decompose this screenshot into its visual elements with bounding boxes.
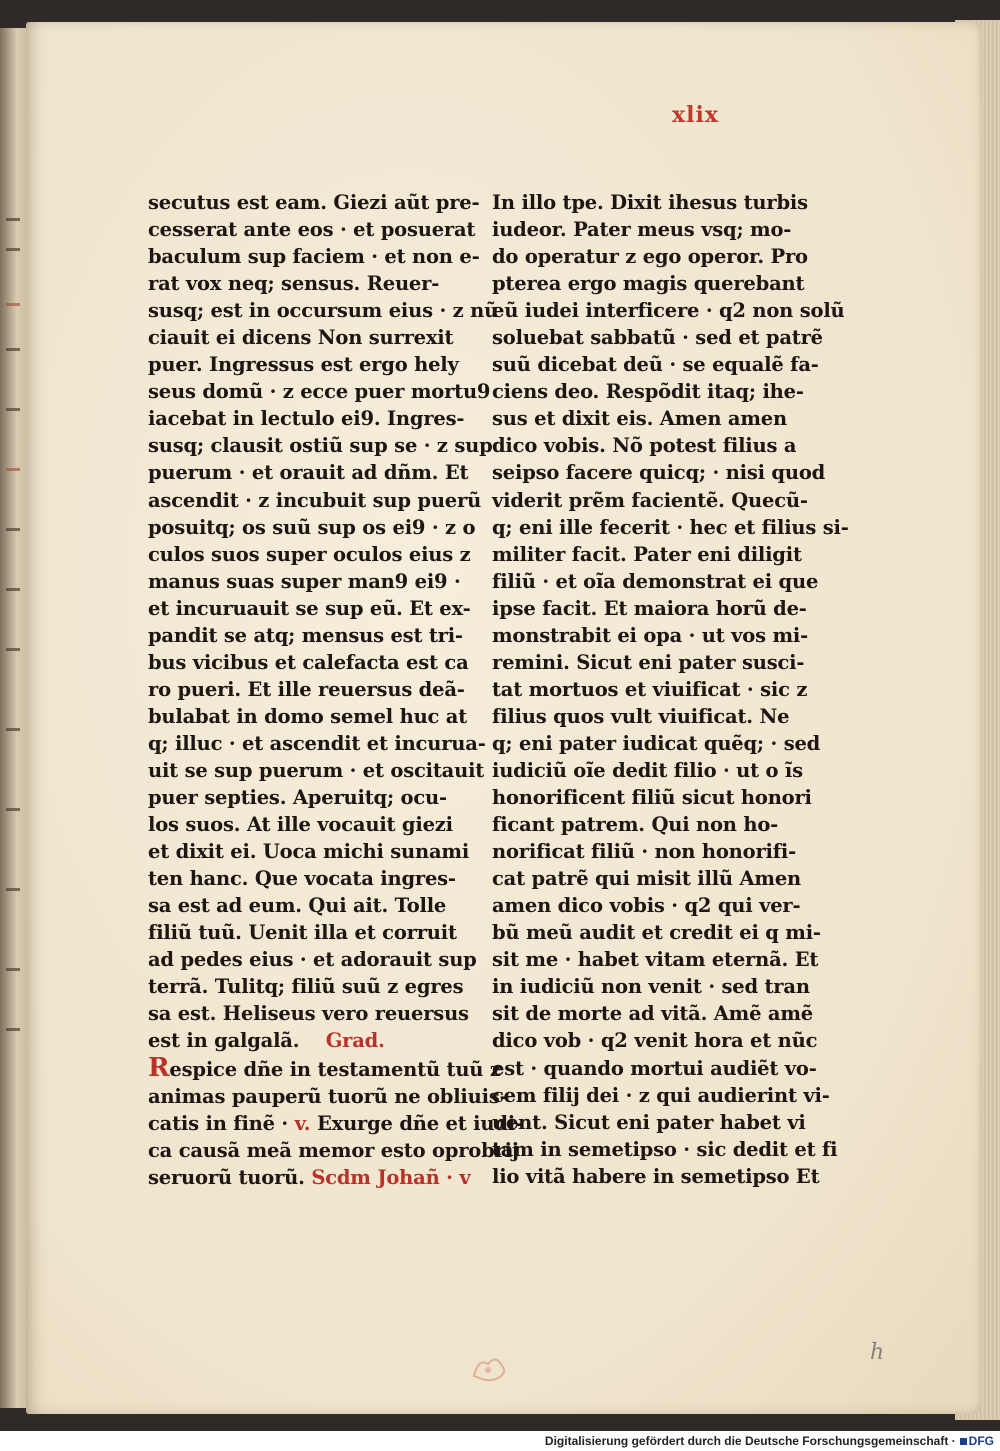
text-line xyxy=(148,1110,523,1137)
text-fragment: espice dñe in testamentũ tuũ z xyxy=(169,1057,501,1081)
text-line: suũ dicebat deũ · se equalẽ fa- xyxy=(492,353,819,377)
text-line: manus suas super man9 ei9 · xyxy=(148,569,461,593)
facing-page-edge xyxy=(0,28,28,1408)
digitization-footer xyxy=(0,1431,1000,1451)
text-fragment: seruorũ tuorũ. xyxy=(148,1165,305,1189)
text-line xyxy=(148,1164,471,1191)
text-line: tat mortuos et viuificat · sic z xyxy=(492,677,808,701)
text-line: bulabat in domo semel huc at xyxy=(148,704,468,728)
text-line: culos suos super oculos eius z xyxy=(148,542,471,566)
text-line: ipse facit. Et maiora horũ de- xyxy=(492,596,807,620)
text-line: cat patrẽ qui misit illũ Amen xyxy=(492,867,802,891)
text-line: ciens deo. Respõdit itaq; ihe- xyxy=(492,380,804,404)
text-line: ficant patrem. Qui non ho- xyxy=(492,813,779,837)
text-line: sa est ad eum. Qui ait. Tolle xyxy=(148,894,447,918)
text-line: ciauit ei dicens Non surrexit xyxy=(148,326,454,350)
text-line: uit se sup puerum · et oscitauit xyxy=(148,758,485,782)
text-line: cem filij dei · z qui audierint vi- xyxy=(492,1083,830,1107)
dfg-logo-text: DFG xyxy=(968,1434,994,1448)
text-line: baculum sup faciem · et non e- xyxy=(148,245,480,269)
text-line: In illo tpe. Dixit ihesus turbis xyxy=(492,191,808,214)
rubric-gradual: Grad. xyxy=(325,1029,385,1053)
text-line: honorificent filiũ sicut honori xyxy=(492,786,812,810)
text-line: sit de morte ad vitã. Amẽ amẽ xyxy=(492,1002,813,1026)
text-line: amen dico vobis · q2 qui ver- xyxy=(492,894,801,918)
text-line: seus domũ · z ecce puer mortu9 xyxy=(148,380,491,404)
text-line: susq; clausit ostiũ sup se · z sup xyxy=(148,434,493,458)
text-line: eũ iudei interficere · q2 non solũ xyxy=(492,299,845,323)
text-line: sa est. Heliseus vero reuersus xyxy=(148,1002,469,1026)
text-line: rat vox neq; sensus. Reuer- xyxy=(148,272,440,296)
text-line: pandit se atq; mensus est tri- xyxy=(148,623,463,647)
text-line xyxy=(148,1137,519,1164)
text-line: q; eni pater iudicat quẽq; · sed xyxy=(492,731,821,755)
text-line: posuitq; os suũ sup os ei9 · z o xyxy=(148,515,476,539)
text-line: et dixit ei. Uoca michi sunami xyxy=(148,840,470,864)
text-line: soluebat sabbatũ · sed et patrẽ xyxy=(492,326,823,350)
text-fragment: animas pauperũ tuorũ ne obliuis- xyxy=(148,1084,508,1108)
rubric: Scdm Johañ · v xyxy=(311,1165,471,1189)
text-line: q; eni ille fecerit · hec et filius si- xyxy=(492,515,849,539)
text-line: dico vobis. Nõ potest filius a xyxy=(492,434,797,458)
footer-credit: Digitalisierung gefördert durch die Deutsche Forschungsgemeinschaft · xyxy=(544,1434,956,1448)
text-line: bus vicibus et calefacta est ca xyxy=(148,650,469,674)
dfg-logo xyxy=(960,1434,994,1448)
text-line: filiũ · et oĩa demonstrat ei que xyxy=(492,569,819,593)
text-line: norificat filiũ · non honorifi- xyxy=(492,840,797,864)
text-line: monstrabit ei opa · ut vos mi- xyxy=(492,623,809,647)
text-line: susq; est in occursum eius · z nũ xyxy=(148,299,499,323)
text-line: est · quando mortui audiẽt vo- xyxy=(492,1056,817,1080)
text-line: puer septies. Aperuitq; ocu- xyxy=(148,786,447,810)
text-line: ascendit · z incubuit sup puerũ xyxy=(148,488,482,512)
text-line: sit me · habet vitam eternã. Et xyxy=(492,948,819,972)
library-stamp-icon xyxy=(468,1350,510,1384)
text-line: tam in semetipso · sic dedit et fi xyxy=(492,1137,838,1161)
text-line: in iudiciũ non venit · sed tran xyxy=(492,975,810,999)
text-line: sus et dixit eis. Amen amen xyxy=(492,407,787,431)
text-line: terrã. Tulitq; filiũ suũ z egres xyxy=(148,975,464,999)
pencil-note: h xyxy=(870,1340,885,1365)
text-line: pterea ergo magis querebant xyxy=(492,272,805,296)
text-line: ro pueri. Et ille reuersus deã- xyxy=(148,677,465,701)
text-line: puerum · et orauit ad dñm. Et xyxy=(148,461,469,485)
text-line: filiũ tuũ. Uenit illa et corruit xyxy=(148,921,457,945)
manuscript-page xyxy=(26,22,981,1414)
text-line: militer facit. Pater eni diligit xyxy=(492,542,802,566)
text-line: los suos. At ille vocauit giezi xyxy=(148,813,453,837)
text-fragment: catis in finẽ · xyxy=(148,1111,289,1135)
text-line: do operatur z ego operor. Pro xyxy=(492,245,808,269)
text-line: remini. Sicut eni pater susci- xyxy=(492,650,805,674)
text-line xyxy=(148,1052,501,1083)
text-line: lio vitã habere in semetipso Et xyxy=(492,1164,820,1188)
rubric: v. xyxy=(294,1111,311,1135)
text-line: bũ meũ audit et credit ei q mi- xyxy=(492,921,821,945)
text-line: uent. Sicut eni pater habet vi xyxy=(492,1110,806,1134)
text-line xyxy=(148,1027,453,1054)
text-line: iudeor. Pater meus vsq; mo- xyxy=(492,218,792,242)
dfg-logo-icon xyxy=(960,1438,967,1445)
text-fragment: Exurge dñe et iudi- xyxy=(316,1111,523,1135)
text-line: ten hanc. Que vocata ingres- xyxy=(148,867,456,891)
text-line: dico vob · q2 venit hora et nũc xyxy=(492,1029,818,1053)
text-line: cesserat ante eos · et posuerat xyxy=(148,218,476,242)
text-line: q; illuc · et ascendit et incurua- xyxy=(148,731,486,755)
text-line: iudiciũ oĩe dedit filio · ut o ĩs xyxy=(492,758,803,782)
text-fragment: ca causã meã memor esto oprobrij xyxy=(148,1138,519,1162)
text-column-right xyxy=(492,189,849,1190)
text-line: ad pedes eius · et adorauit sup xyxy=(148,948,477,972)
text-line: et incuruauit se sup eũ. Et ex- xyxy=(148,596,471,620)
text-line xyxy=(148,1083,508,1110)
text-fragment: est in galgalã. xyxy=(148,1029,300,1053)
text-line: seipso facere quicq; · nisi quod xyxy=(492,461,826,485)
initial-letter: R xyxy=(148,1052,170,1083)
folio-number: xlix xyxy=(672,102,719,128)
text-line: filius quos vult viuificat. Ne xyxy=(492,704,790,728)
text-line: iacebat in lectulo ei9. Ingres- xyxy=(148,407,465,431)
text-line: puer. Ingressus est ergo hely xyxy=(148,353,459,377)
text-line: viderit prẽm facientẽ. Quecũ- xyxy=(492,488,808,512)
text-line: secutus est eam. Giezi aũt pre- xyxy=(148,191,480,214)
text-column-left xyxy=(148,189,523,1191)
